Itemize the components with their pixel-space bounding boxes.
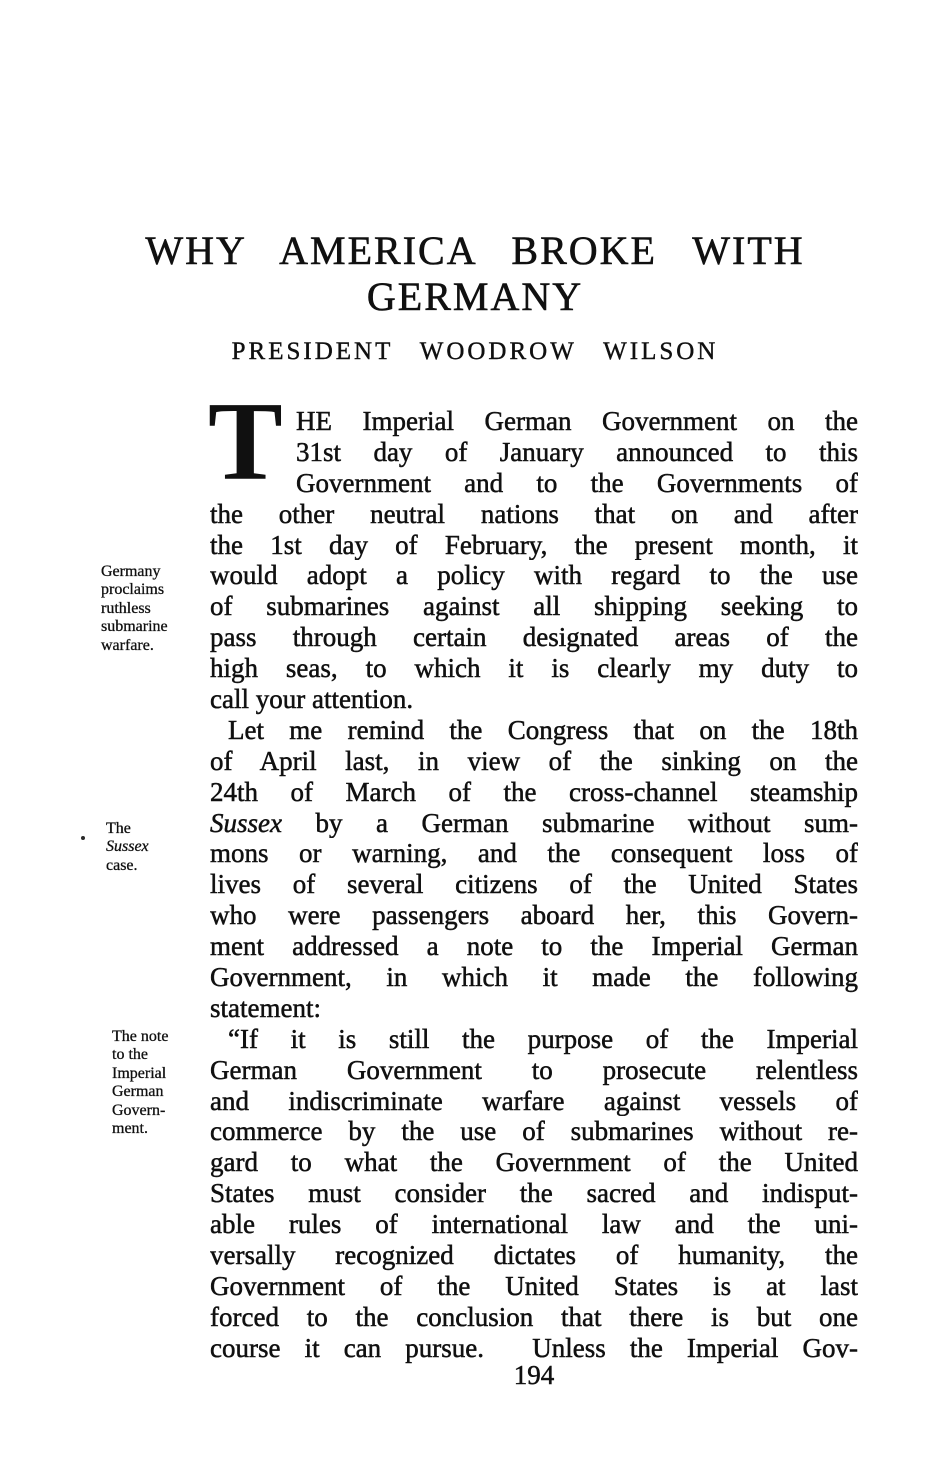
- margin-note-line: ment.: [112, 1120, 148, 1138]
- body-line: the other neutral nations that on and after: [210, 498, 858, 529]
- drop-cap: T: [208, 380, 283, 504]
- body-line: “If it is still the purpose of the Imperial: [228, 1023, 858, 1054]
- body-line: and indiscriminate warfare against vessels of: [210, 1085, 858, 1116]
- body-line: mons or warning, and the consequent loss of: [210, 838, 858, 869]
- body-line: high seas, to which it is clearly my duty to: [210, 653, 858, 684]
- body-line: course it can pursue. Unless the Imperial Gov-: [210, 1332, 858, 1363]
- body-line: would adopt a policy with regard to the use: [210, 560, 858, 591]
- margin-note-line: Germany: [101, 563, 161, 580]
- title-line-1: WHY AMERICA BROKE WITH: [145, 228, 805, 273]
- margin-note-line: submarine: [101, 618, 168, 636]
- margin-note-line: [106, 838, 226, 856]
- italic-text: Sussex: [106, 838, 149, 856]
- margin-note-line: Imperial: [112, 1064, 167, 1082]
- margin-note-line: proclaims: [101, 581, 165, 599]
- ink-speck: [81, 836, 85, 840]
- body-line: Let me remind the Congress that on the 18th: [228, 714, 858, 745]
- page-number: 194: [513, 1360, 555, 1390]
- paragraph: [210, 1024, 858, 1364]
- body-text: [208, 380, 858, 1364]
- margin-note-line: The: [106, 820, 131, 837]
- margin-note-line: warfare.: [101, 636, 154, 654]
- body-line: versally recognized dictates of humanity, the: [210, 1240, 858, 1271]
- margin-note-line: ruthless: [101, 599, 151, 617]
- body-line: able rules of international law and the uni-: [210, 1209, 858, 1240]
- body-line: Sussex by a German submarine without sum-: [210, 807, 858, 838]
- margin-note: [101, 563, 221, 655]
- body-line: HE Imperial German Government on the: [296, 406, 858, 436]
- body-line: pass through certain designated areas of the: [210, 622, 858, 653]
- body-line: German Government to prosecute relentless: [210, 1054, 858, 1085]
- body-line: gard to what the Government of the United: [210, 1147, 858, 1178]
- paragraph: [210, 715, 858, 1024]
- body-line: States must consider the sacred and indisput-: [210, 1178, 858, 1209]
- body-line: lives of several citizens of the United States: [210, 869, 858, 900]
- page-title: [0, 228, 950, 320]
- body-line: of submarines against all shipping seeking to: [210, 591, 858, 622]
- body-line: Government, in which it made the following: [210, 962, 858, 993]
- body-line: the 1st day of February, the present month, it: [210, 529, 858, 560]
- title-line-2: GERMANY: [366, 274, 584, 319]
- margin-note: [106, 820, 226, 875]
- italic-text: Sussex: [210, 807, 282, 838]
- margin-note-line: Govern-: [112, 1101, 166, 1119]
- body-line: forced to the conclusion that there is but one: [210, 1301, 858, 1332]
- margin-note-line: case.: [106, 856, 138, 874]
- body-line: Government and to the Governments of: [296, 467, 858, 498]
- body-line: statement:: [210, 992, 321, 1023]
- body-line: who were passengers aboard her, this Govern-: [210, 900, 858, 931]
- author-byline: PRESIDENT WOODROW WILSON: [231, 338, 719, 365]
- body-line: ment addressed a note to the Imperial German: [210, 931, 858, 962]
- body-line: call your attention.: [210, 684, 414, 715]
- paragraph: [208, 380, 858, 715]
- body-line: 31st day of January announced to this: [296, 436, 858, 467]
- margin-note-line: German: [112, 1083, 164, 1101]
- margin-note-line: to the: [112, 1046, 148, 1064]
- body-line: of April last, in view of the sinking on the: [210, 745, 858, 776]
- margin-note-line: The note: [112, 1028, 169, 1045]
- body-line: Government of the United States is at last: [210, 1270, 858, 1301]
- body-line: commerce by the use of submarines without re-: [210, 1116, 858, 1147]
- body-line: 24th of March of the cross-channel steamship: [210, 776, 858, 807]
